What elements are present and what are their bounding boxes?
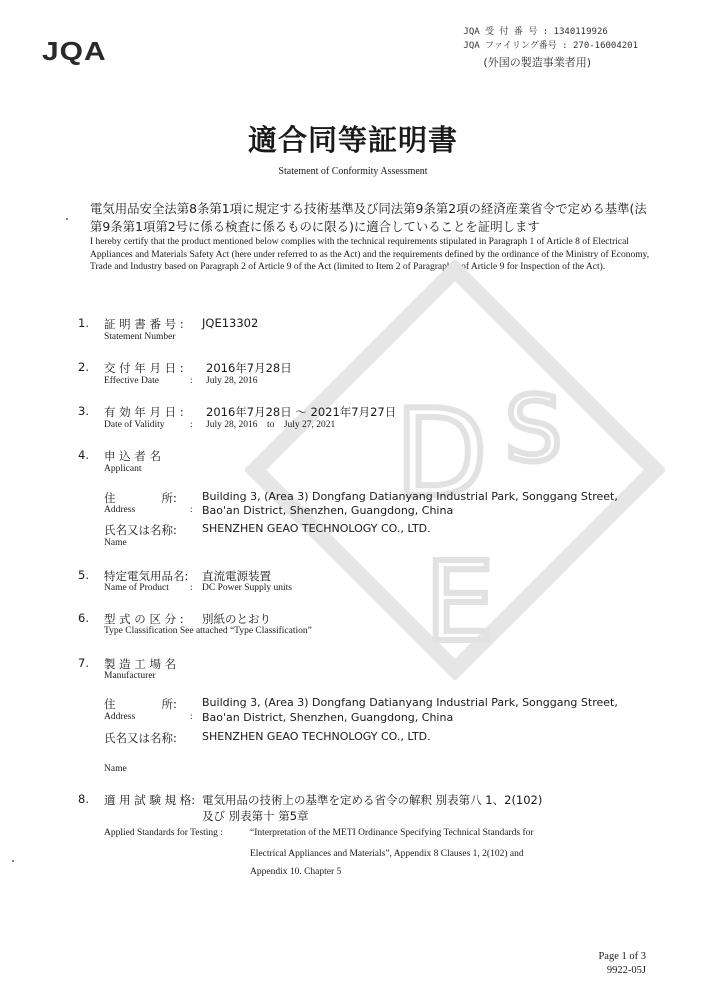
manufacturer-address-en-label: Address [104, 712, 136, 722]
intro-english: I hereby certify that the product mentioned below complies with the technical requirements stipulated in Paragraph 1 of Article 8 of Electrical Appliances and Materials Safety Act (here under referred to as the Act) and the requirements defined by the ordinance of the Ministry of Economy, Trade and Industry based on Paragraph 2 of Article 9 of the Act (limited to Item 2 of Paragraph 1 of Article 9 for Inspection of the Act). [90, 237, 650, 272]
item-number: 4. [78, 448, 89, 462]
validity-en-sep: : [190, 420, 193, 430]
jqa-filing-number: JQA ファイリング番号 : 270-16004201 [463, 41, 638, 51]
standards-en-line1: “Interpretation of the METI Ordinance Specifying Technical Standards for [250, 828, 534, 838]
reference-numbers [463, 25, 638, 70]
document-subtitle: Statement of Conformity Assessment [278, 166, 428, 177]
item-number: 2. [78, 360, 89, 374]
applicant-en-label: Applicant [104, 464, 142, 474]
effective-date-label: 交 付 年 月 日 : [104, 361, 184, 375]
statement-number-en-label: Statement Number [104, 332, 176, 342]
product-en-sep: : [190, 583, 193, 593]
applicant-address-en-label: Address [104, 505, 136, 515]
validity-en-label: Date of Validity [104, 420, 165, 430]
intro-japanese: 電気用品安全法第8条第1項に規定する技術基準及び同法第9条第2項の経済産業省令で定める基準(法第9条第1項第2号に係る検査に係るものに限る)に適合していることを証明します [90, 201, 647, 234]
page-indicator: Page 1 of 3 [598, 951, 646, 962]
standards-en-label: Applied Standards for Testing : [104, 828, 223, 838]
validity-value: 2016年7月28日 ～ 2021年7月27日 [206, 405, 397, 419]
svg-text:D: D [395, 385, 488, 524]
effective-date-en-sep: : [190, 376, 193, 386]
effective-date-en-label: Effective Date [104, 376, 159, 386]
product-value: 直流電源装置 [202, 569, 271, 583]
effective-date-value: 2016年7月28日 [206, 361, 292, 375]
scan-speck [66, 218, 68, 220]
usage-note: (外国の製造事業者用) [483, 56, 591, 69]
applicant-name-en-label: Name [104, 538, 127, 548]
svg-text:S: S [505, 377, 563, 482]
product-en-value: DC Power Supply units [202, 583, 292, 593]
applicant-label: 申 込 者 名 [104, 449, 161, 463]
standards-value-line2: 及び 別表第十 第5章 [202, 809, 309, 823]
item-number: 6. [78, 611, 89, 625]
item-number: 7. [78, 656, 89, 670]
item-number: 3. [78, 404, 89, 418]
standards-label: 適 用 試 験 規 格: [104, 793, 196, 807]
product-label: 特定電気用品名: [104, 569, 189, 583]
effective-date-en-value: July 28, 2016 [206, 376, 258, 386]
page-footer [598, 950, 646, 978]
manufacturer-name-en-label: Name [104, 764, 127, 774]
applicant-address-label: 住 所: [104, 491, 177, 505]
validity-en-value: July 28, 2016 to July 27, 2021 [206, 420, 336, 430]
type-classification-en: Type Classification See attached “Type Classification” [104, 626, 312, 636]
jqa-receipt-number: JQA 受 付 番 号 : 1340119926 [463, 27, 608, 37]
scan-speck [12, 860, 14, 862]
form-code: 9922-05J [606, 965, 646, 976]
applicant-address-line2: Bao'an District, Shenzhen, Guangdong, China [202, 504, 454, 517]
product-en-label: Name of Product [104, 583, 169, 593]
applicant-address-line1: Building 3, (Area 3) Dongfang Datianyang Industrial Park, Songgang Street, [202, 490, 618, 503]
manufacturer-address-sep: : [190, 712, 193, 722]
validity-label: 有 効 年 月 日 : [104, 405, 184, 419]
applicant-name-value: SHENZHEN GEAO TECHNOLOGY CO., LTD. [202, 522, 431, 535]
item-number: 1. [78, 316, 89, 330]
applicant-name-label: 氏名又は名称: [104, 523, 177, 537]
standards-value-line1: 電気用品の技術上の基準を定める省令の解釈 別表第八 1、2(102) [202, 793, 543, 807]
item-number: 8. [78, 792, 89, 806]
jqa-logo: JQA [42, 38, 107, 67]
manufacturer-label: 製 造 工 場 名 [104, 657, 177, 671]
manufacturer-en-label: Manufacturer [104, 671, 156, 681]
manufacturer-name-value: SHENZHEN GEAO TECHNOLOGY CO., LTD. [202, 730, 431, 743]
manufacturer-address-line1: Building 3, (Area 3) Dongfang Datianyang Industrial Park, Songgang Street, [202, 696, 618, 709]
statement-number-value: JQE13302 [202, 316, 259, 330]
applicant-address-sep: : [190, 505, 193, 515]
standards-en-line2: Electrical Appliances and Materials”, Appendix 8 Clauses 1, 2(102) and [250, 849, 524, 859]
manufacturer-address-line2: Bao'an District, Shenzhen, Guangdong, China [202, 711, 454, 724]
svg-text:E: E [425, 538, 495, 666]
type-classification-value: 別紙のとおり [202, 612, 271, 626]
item-number: 5. [78, 568, 89, 582]
statement-number-label: 証 明 書 番 号 : [104, 317, 184, 331]
document-title: 適合同等証明書 [247, 123, 458, 157]
manufacturer-name-label: 氏名又は名称: [104, 731, 177, 745]
manufacturer-address-label: 住 所: [104, 697, 177, 711]
standards-en-line3: Appendix 10. Chapter 5 [250, 867, 342, 877]
dse-watermark-icon [245, 260, 665, 680]
type-classification-label: 型 式 の 区 分 : [104, 612, 184, 626]
